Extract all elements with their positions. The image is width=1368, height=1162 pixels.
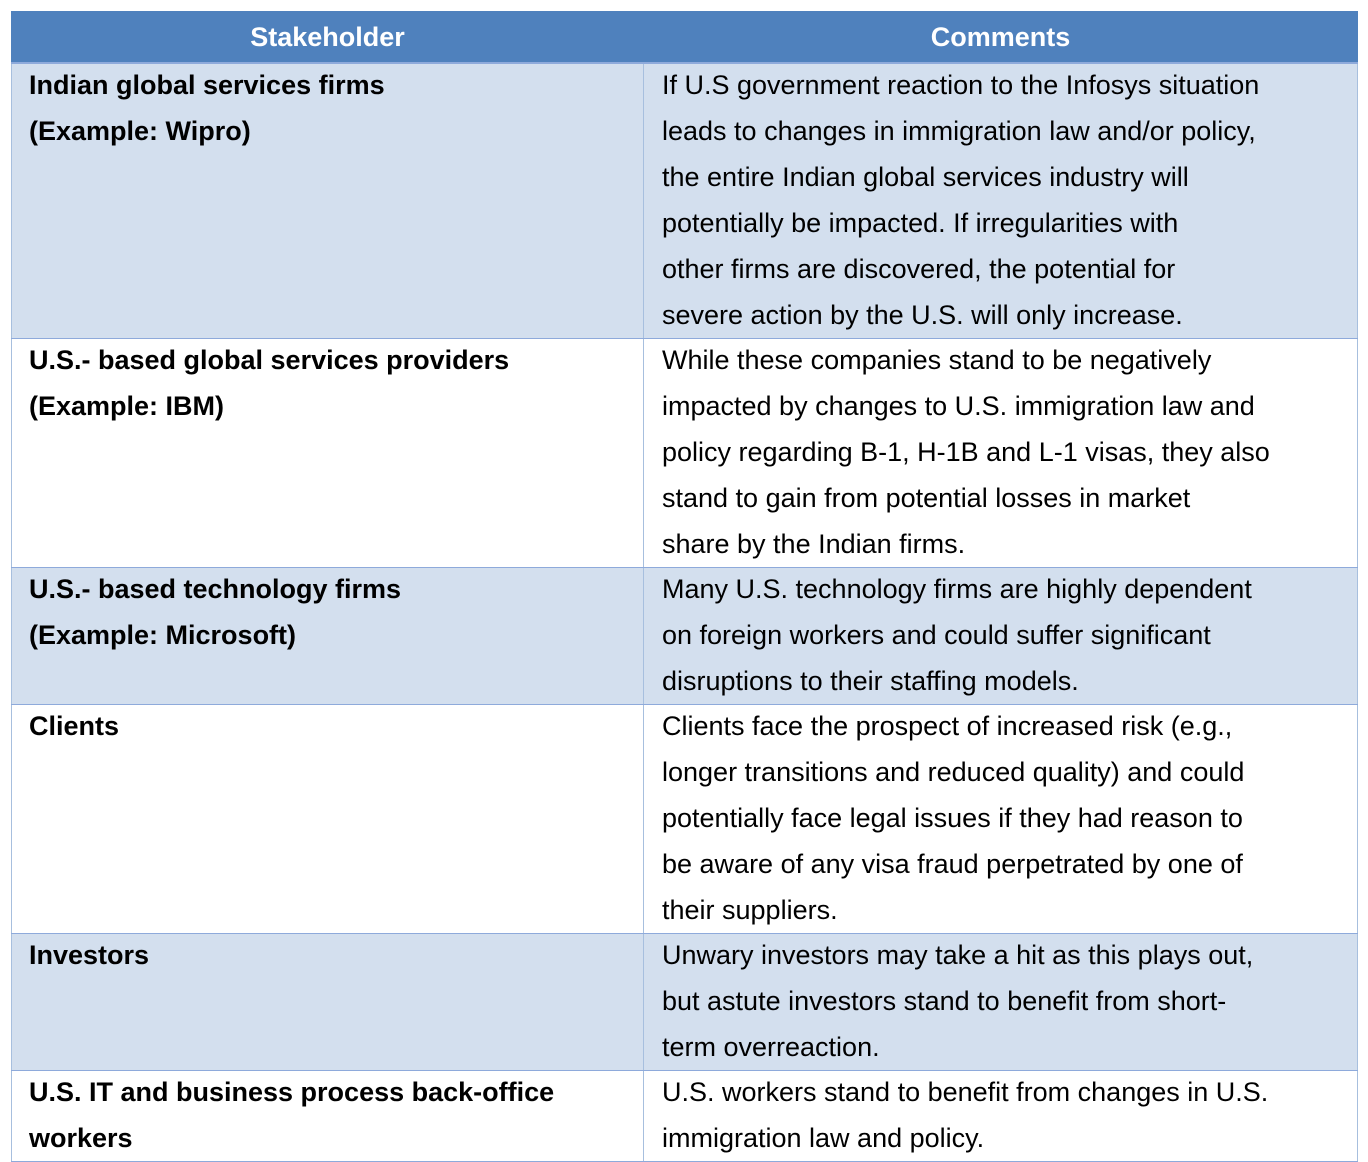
comment-line: While these companies stand to be negatively	[662, 345, 1212, 375]
comment-line: Clients face the prospect of increased risk (e.g.,	[662, 711, 1233, 741]
stakeholder-table	[11, 11, 1358, 1162]
stakeholder-line: Indian global services firms	[29, 70, 385, 100]
stakeholder-line: workers	[29, 1123, 133, 1153]
comment-line: policy regarding B-1, H-1B and L-1 visas, they also	[662, 437, 1270, 467]
comment-line: on foreign workers and could suffer significant	[662, 620, 1211, 650]
comment-line: disruptions to their staffing models.	[662, 666, 1079, 696]
comment-line: other firms are discovered, the potential for	[662, 254, 1176, 284]
header-stakeholder: Stakeholder	[12, 12, 644, 64]
stakeholder-line: (Example: IBM)	[29, 391, 225, 421]
table-header	[12, 12, 1358, 64]
comment-line: U.S. workers stand to benefit from changes in U.S.	[662, 1077, 1269, 1107]
stakeholder-line: (Example: Wipro)	[29, 116, 251, 146]
table-row	[12, 705, 1358, 934]
stakeholder-cell	[12, 1071, 644, 1162]
table-body	[12, 63, 1358, 1162]
stakeholder-cell	[12, 339, 644, 568]
comment-line: potentially be impacted. If irregularities with	[662, 208, 1179, 238]
stakeholder-line: U.S.- based technology firms	[29, 574, 402, 604]
comment-line: impacted by changes to U.S. immigration law and	[662, 391, 1255, 421]
stakeholder-line: Clients	[29, 711, 120, 741]
comment-line: longer transitions and reduced quality) and could	[662, 757, 1245, 787]
table-row	[12, 339, 1358, 568]
stakeholder-table-wrapper	[11, 11, 1357, 1162]
table-row	[12, 934, 1358, 1071]
header-comments: Comments	[644, 12, 1358, 64]
comment-line: their suppliers.	[662, 895, 838, 925]
comment-line: be aware of any visa fraud perpetrated by one of	[662, 849, 1243, 879]
comment-line: potentially face legal issues if they had reason to	[662, 803, 1243, 833]
stakeholder-line: U.S.- based global services providers	[29, 345, 510, 375]
comment-line: severe action by the U.S. will only increase.	[662, 300, 1183, 330]
comment-cell	[644, 568, 1358, 705]
table-row	[12, 1071, 1358, 1162]
comment-line: If U.S government reaction to the Infosys situation	[662, 70, 1260, 100]
stakeholder-cell	[12, 568, 644, 705]
comment-cell	[644, 63, 1358, 339]
table-row	[12, 568, 1358, 705]
comment-cell	[644, 705, 1358, 934]
comment-line: immigration law and policy.	[662, 1123, 985, 1153]
stakeholder-line: Investors	[29, 940, 150, 970]
stakeholder-line: U.S. IT and business process back-office	[29, 1077, 555, 1107]
comment-line: but astute investors stand to benefit from short-	[662, 986, 1227, 1016]
comment-line: leads to changes in immigration law and/or policy,	[662, 116, 1256, 146]
table-row	[12, 63, 1358, 339]
comment-line: term overreaction.	[662, 1032, 880, 1062]
comment-line: Unwary investors may take a hit as this plays out,	[662, 940, 1254, 970]
stakeholder-cell	[12, 705, 644, 934]
header-row	[12, 12, 1358, 64]
stakeholder-cell	[12, 934, 644, 1071]
comment-line: stand to gain from potential losses in market	[662, 483, 1191, 513]
comment-cell	[644, 339, 1358, 568]
comment-cell	[644, 1071, 1358, 1162]
stakeholder-line: (Example: Microsoft)	[29, 620, 297, 650]
comment-line: Many U.S. technology firms are highly dependent	[662, 574, 1252, 604]
comment-cell	[644, 934, 1358, 1071]
comment-line: the entire Indian global services industry will	[662, 162, 1189, 192]
stakeholder-cell	[12, 63, 644, 339]
comment-line: share by the Indian firms.	[662, 529, 966, 559]
